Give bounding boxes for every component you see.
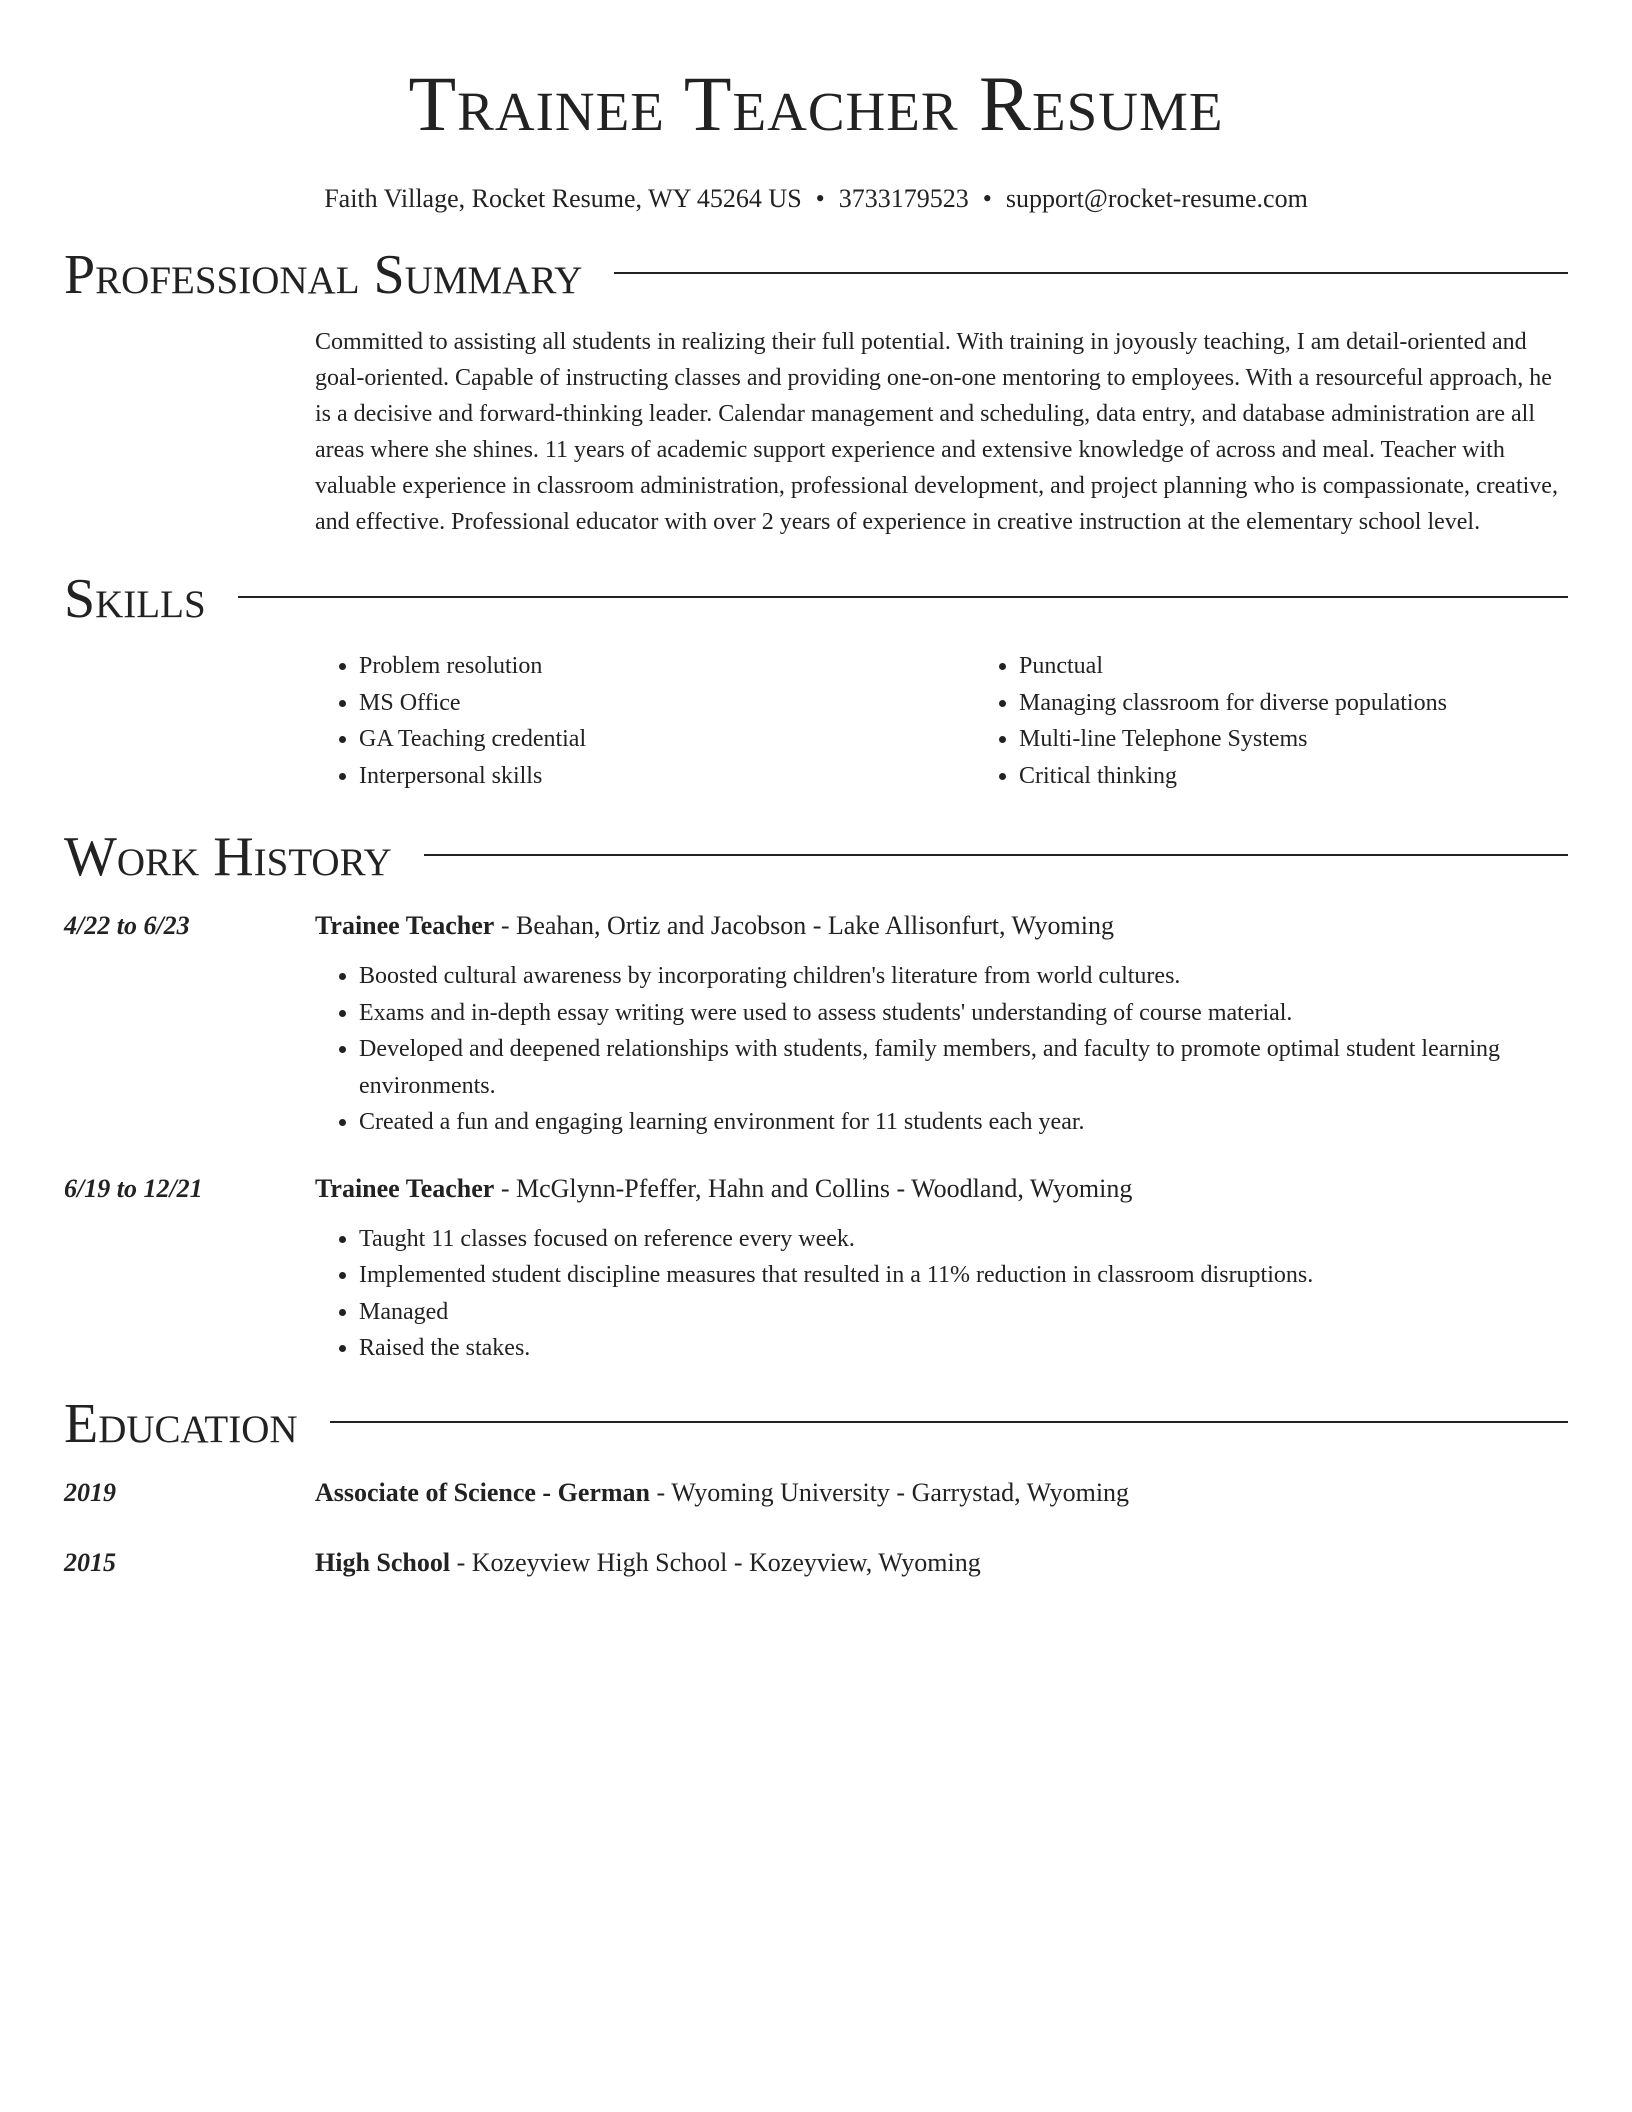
summary-section [64,240,1568,540]
education-heading-row [64,1389,1568,1459]
job-bullets [315,958,1568,1141]
education-degree: Associate of Science - German [315,1477,651,1507]
education-school: - Kozeyview High School - Kozeyview, Wyoming [450,1547,981,1577]
job-title-line [315,1171,1568,1207]
work-section [64,822,1568,1367]
section-divider [238,596,1568,598]
section-divider [614,272,1568,274]
skills-grid [315,648,1632,794]
skill-item: • MS Office [359,685,975,722]
skill-item: • Interpersonal skills [359,758,975,795]
skill-item: • Critical thinking [1019,758,1632,795]
section-divider [330,1421,1568,1423]
education-body [315,1475,1568,1511]
skills-list-left [315,648,975,794]
job-employer: - McGlynn-Pfeffer, Hahn and Collins - Woodland, Wyoming [494,1173,1133,1203]
resume-title: Trainee Teacher Resume [408,60,1224,147]
contact-email[interactable]: support@rocket-resume.com [1005,184,1308,213]
skill-item: • Problem resolution [359,648,975,685]
skills-heading-row [64,564,1568,634]
job-role: Trainee Teacher [315,911,495,940]
education-school: - Wyoming University - Garrystad, Wyoming [650,1477,1130,1507]
skills-row [64,648,1568,794]
job-bullet: • Taught 11 classes focused on reference every week. [359,1221,1568,1258]
job-bullet: • Exams and in-depth essay writing were used to assess students' understanding of course material. [359,995,1568,1032]
skills-list-right [975,648,1632,794]
skill-item: • Punctual [1019,648,1632,685]
summary-text: Committed to assisting all students in realizing their full potential. With training in joyously teaching, I am detail-oriented and goal-oriented. Capable of instructing classes and providing one-on-one mentoring to employees. With a resourceful approach, he is a decisive and forward-thinking leader. Calendar management and scheduling, data entry, and database administration are all areas where she shines. 11 years of academic support experience and extensive knowledge of across and meal. Teacher with valuable experience in classroom administration, professional development, and project planning who is compassionate, creative, and effective. Professional educator with over 2 years of experience in creative instruction at the elementary school level. [315,329,1558,535]
skills-left-spacer [64,648,315,794]
education-heading: Education [64,1392,298,1455]
job-dates: 4/22 to 6/23 [64,911,190,940]
job-body [315,1171,1568,1367]
job-employer: - Beahan, Ortiz and Jacobson - Lake Allisonfurt, Wyoming [494,911,1114,940]
contact-phone: 3733179523 [838,184,969,213]
education-degree: High School [315,1547,451,1577]
job-bullet: • Developed and deepened relationships with students, family members, and faculty to promote optimal student learning environments. [359,1031,1568,1104]
job-bullets [315,1221,1568,1367]
contact-address: Faith Village, Rocket Resume, WY 45264 US [324,184,802,213]
job-bullet: • Created a fun and engaging learning environment for 11 students each year. [359,1104,1568,1141]
education-entry [64,1475,1568,1511]
skills-section [64,564,1568,794]
skill-item: • GA Teaching credential [359,721,975,758]
job-bullet: • Managed [359,1294,1568,1331]
job-role: Trainee Teacher [315,1173,495,1203]
skill-item: • Multi-line Telephone Systems [1019,721,1632,758]
education-year: 2015 [64,1547,116,1577]
work-heading: Work History [64,826,392,888]
contact-line [64,182,1568,216]
job-dates: 6/19 to 12/21 [64,1173,203,1203]
job-entry [64,908,1568,1141]
summary-heading: Professional Summary [64,244,583,306]
job-bullet: • Raised the stakes. [359,1330,1568,1367]
job-entry [64,1171,1568,1367]
summary-heading-row [64,240,1568,310]
work-heading-row [64,822,1568,892]
skills-heading: Skills [64,568,206,630]
education-body [315,1545,1568,1581]
job-body [315,908,1568,1141]
skill-item: • Managing classroom for diverse populations [1019,685,1632,722]
contact-separator: • [815,184,825,213]
summary-row [64,324,1568,540]
job-bullet: • Boosted cultural awareness by incorporating children's literature from world cultures. [359,958,1568,995]
education-section [64,1389,1568,1581]
job-bullet: • Implemented student discipline measures that resulted in a 11% reduction in classroom disruptions. [359,1257,1568,1294]
education-entry [64,1545,1568,1581]
contact-separator: • [982,184,992,213]
section-divider [424,854,1568,856]
job-title-line [315,908,1568,944]
education-year: 2019 [64,1477,116,1507]
summary-left-spacer [64,324,315,540]
